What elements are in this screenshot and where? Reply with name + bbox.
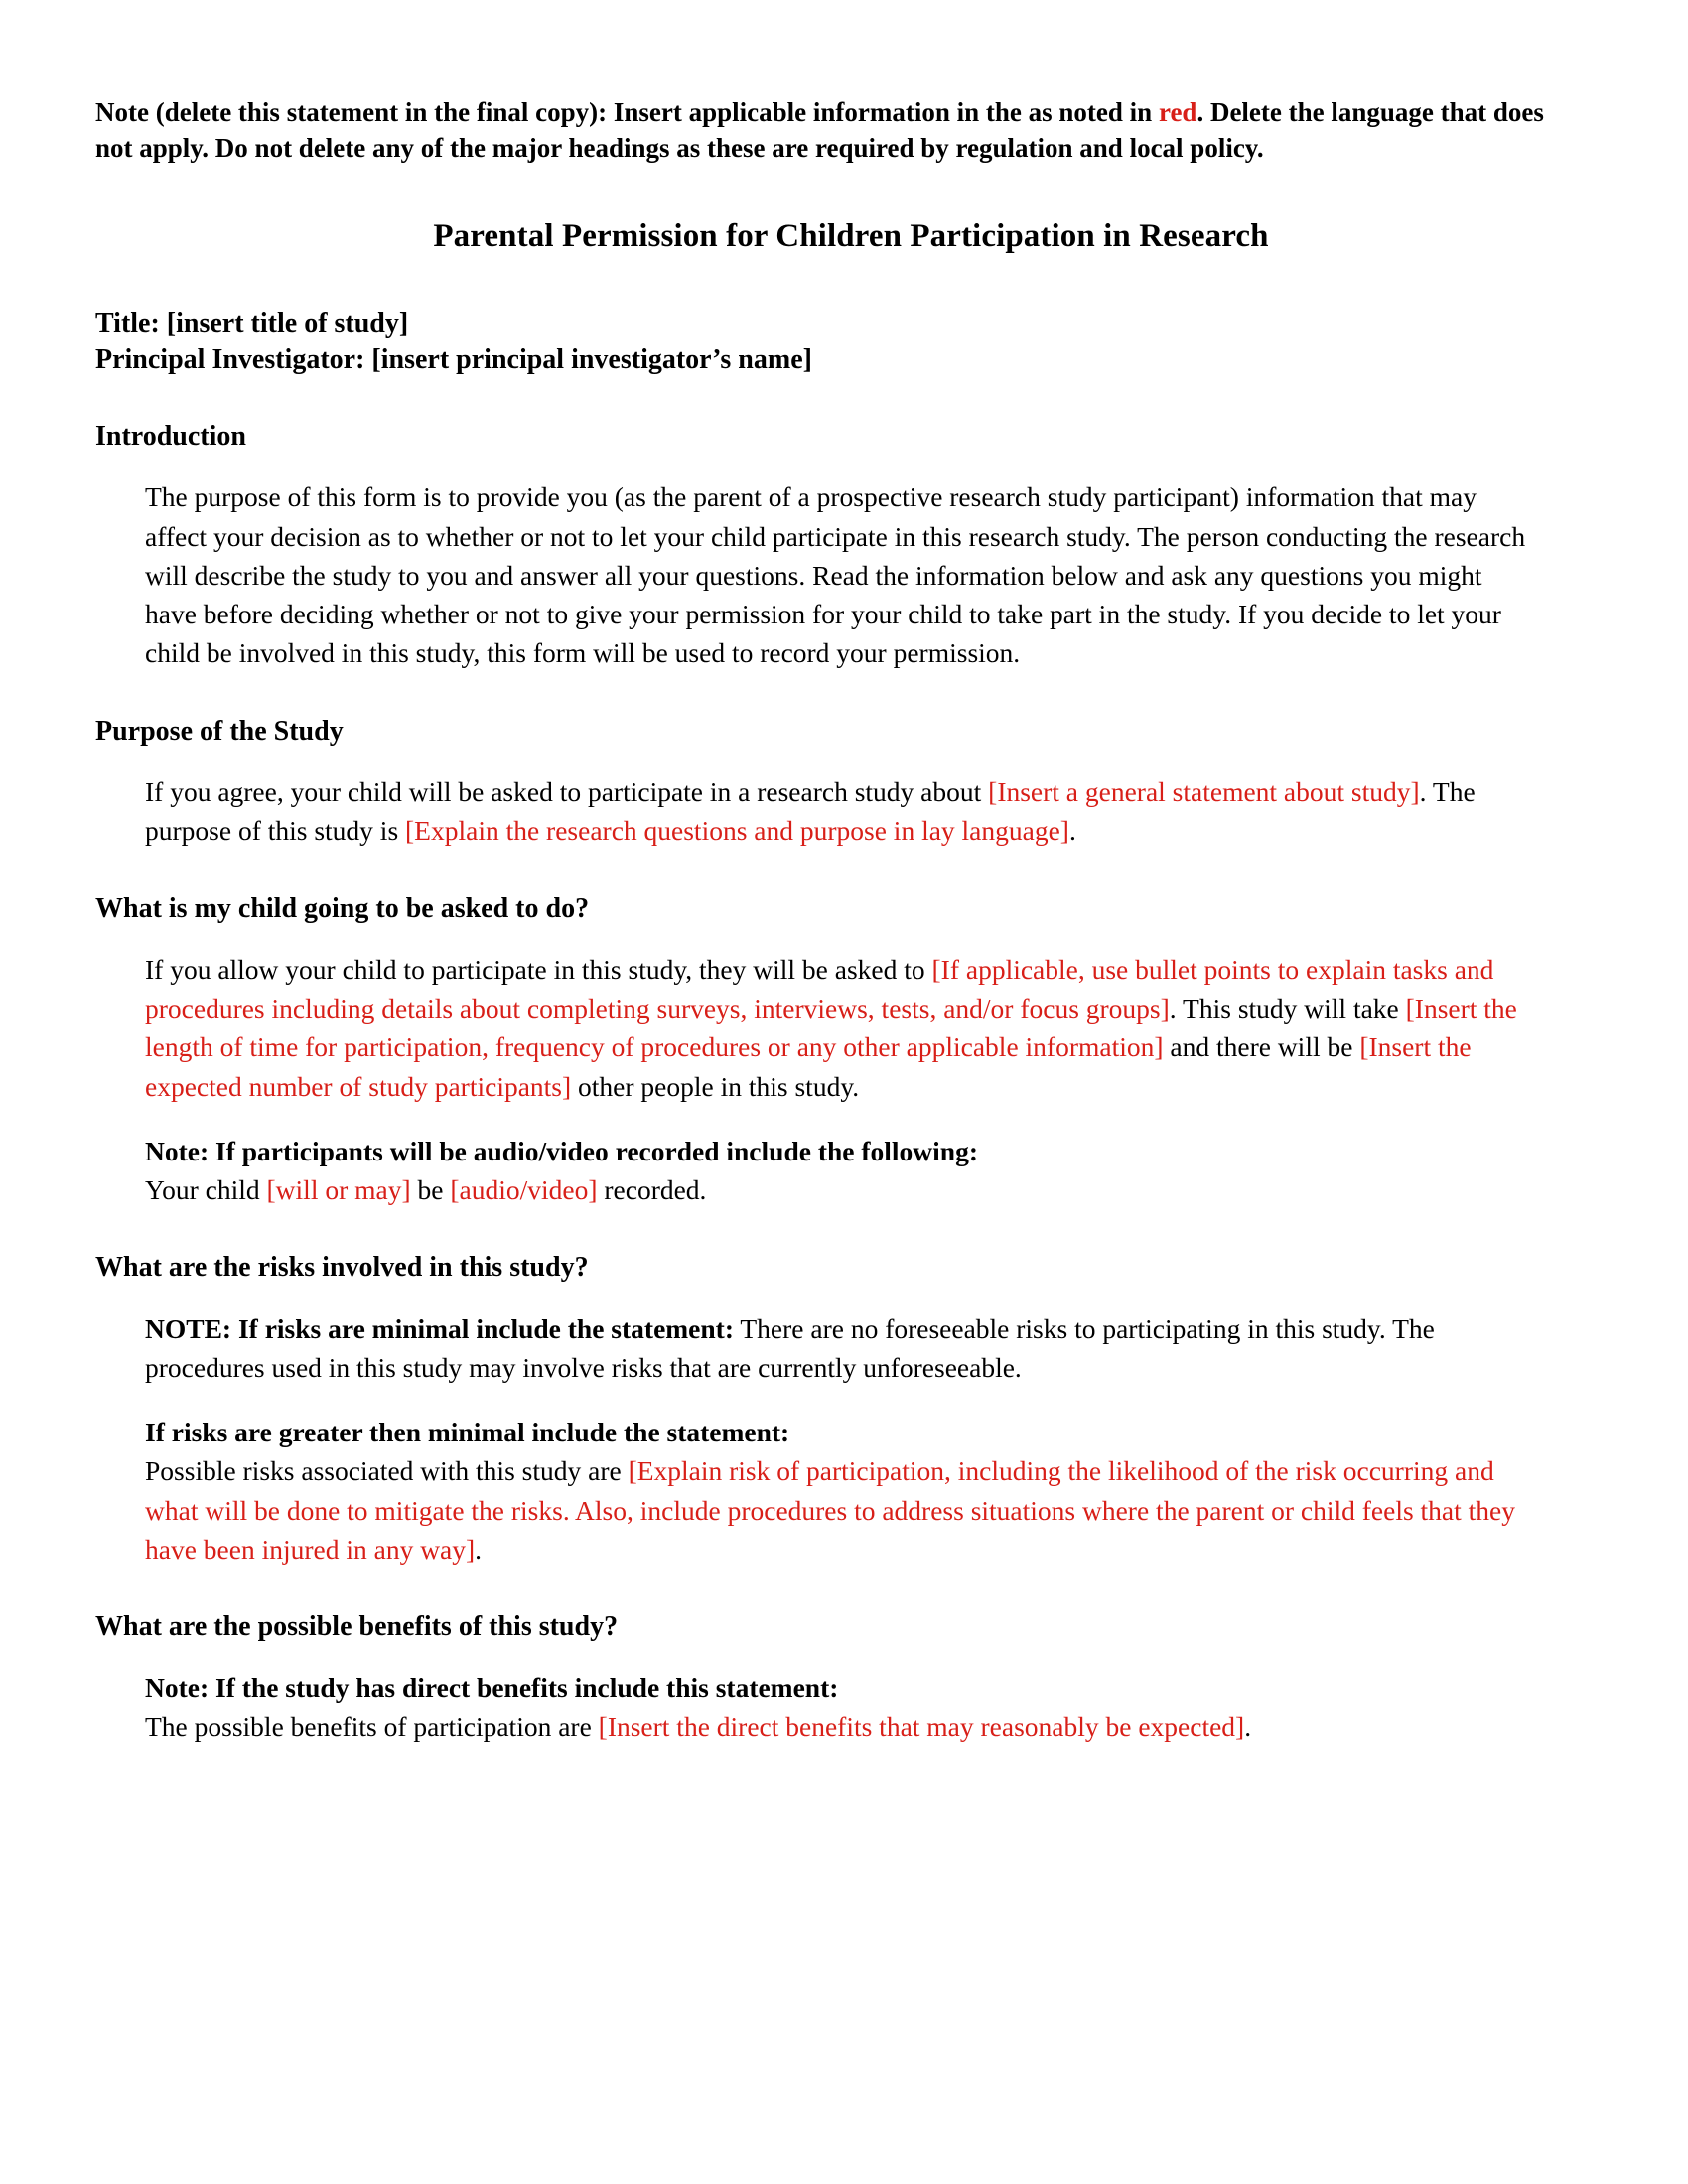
risks-greater-paragraph bbox=[95, 1413, 1607, 1569]
benefits-direct-paragraph bbox=[95, 1668, 1607, 1746]
risks-greater-text-1: Possible risks associated with this study are bbox=[145, 1455, 629, 1487]
document-body bbox=[95, 95, 1607, 1746]
recording-text-2: be bbox=[410, 1174, 451, 1206]
asked-placeholder-2: [Insert the length of time for participation, frequency of procedures or any other applicable information] bbox=[145, 992, 1517, 1063]
editor-note-red-word: red bbox=[1158, 97, 1197, 127]
purpose-paragraph bbox=[95, 772, 1607, 851]
risks-greater-text-2: . bbox=[475, 1534, 483, 1566]
principal-investigator-line: Principal Investigator: [insert principal investigator’s name] bbox=[95, 343, 812, 375]
recording-placeholder-1: [will or may] bbox=[266, 1174, 411, 1206]
asked-text-1: If you allow your child to participate in this study, they will be asked to bbox=[145, 953, 932, 985]
risks-minimal-lead: NOTE: If risks are minimal include the statement: bbox=[145, 1312, 734, 1344]
purpose-text-3: . bbox=[1068, 815, 1076, 847]
recording-note-body bbox=[145, 1170, 1533, 1209]
editor-note-suffix: . Delete the language that does not apply. Do not delete any of the major headings as these are required by regulation and local policy. bbox=[95, 97, 1544, 163]
asked-text-3: and there will be bbox=[1163, 1031, 1360, 1063]
asked-text-2: . This study will take bbox=[1169, 992, 1406, 1024]
page-title: Parental Permission for Children Participation in Research bbox=[433, 217, 1269, 254]
recording-note-block bbox=[95, 1132, 1607, 1210]
editor-note-prefix: Note (delete this statement in the final copy): Insert applicable information in the as noted in bbox=[95, 97, 1159, 127]
benefits-direct-lead: Note: If the study has direct benefits include this statement: bbox=[145, 1672, 839, 1704]
study-title-line: Title: [insert title of study] bbox=[95, 307, 409, 339]
section-heading-benefits: What are the possible benefits of this study? bbox=[95, 1611, 619, 1643]
recording-note-heading: Note: If participants will be audio/video recorded include the following: bbox=[145, 1135, 978, 1166]
section-heading-risks: What are the risks involved in this study? bbox=[95, 1252, 589, 1284]
purpose-text-1: If you agree, your child will be asked to participate in a research study about bbox=[145, 775, 989, 807]
recording-text-1: Your child bbox=[145, 1174, 267, 1206]
risks-greater-placeholder-1: [Explain risk of participation, including the likelihood of the risk occurring and what will be done to mitigate the risks. Also, include procedures to address situations where the parent or child feels that they have been injured in any way] bbox=[145, 1455, 1515, 1566]
study-meta bbox=[95, 305, 1607, 378]
section-heading-purpose: Purpose of the Study bbox=[95, 715, 344, 747]
asked-to-do-paragraph bbox=[95, 950, 1607, 1106]
section-heading-asked-to-do: What is my child going to be asked to do? bbox=[95, 892, 590, 924]
benefits-text-1: The possible benefits of participation are bbox=[145, 1710, 599, 1742]
purpose-placeholder-2: [Explain the research questions and purpose in lay language] bbox=[405, 815, 1069, 847]
recording-text-3: recorded. bbox=[597, 1174, 707, 1206]
editor-note bbox=[95, 95, 1607, 167]
asked-placeholder-3: [Insert the expected number of study participants] bbox=[145, 1031, 1472, 1102]
purpose-text-2: . The purpose of this study is bbox=[145, 775, 1476, 847]
benefits-text-2: . bbox=[1244, 1710, 1252, 1742]
asked-placeholder-1: [If applicable, use bullet points to explain tasks and procedures including details about completing surveys, interviews, tests, and/or focus groups] bbox=[145, 953, 1494, 1024]
section-heading-introduction: Introduction bbox=[95, 421, 246, 453]
benefits-direct-body bbox=[145, 1707, 1533, 1746]
risks-minimal-body: There are no foreseeable risks to participating in this study. The procedures used in this study may involve risks that are currently unforeseeable. bbox=[145, 1312, 1435, 1383]
recording-placeholder-2: [audio/video] bbox=[450, 1174, 598, 1206]
risks-greater-lead: If risks are greater then minimal include the statement: bbox=[145, 1417, 790, 1448]
risks-greater-body bbox=[145, 1451, 1533, 1569]
introduction-paragraph: The purpose of this form is to provide you (as the parent of a prospective research study participant) information that may affect your decision as to whether or not to let your child participate in this research study. The person conducting the research will describe the study to you and answer all your questions. Read the information below and ask any questions you might have before deciding whether or not to give your permission for your child to take part in the study. If you decide to let your child be involved in this study, this form will be used to record your permission. bbox=[145, 481, 1526, 669]
purpose-placeholder-1: [Insert a general statement about study] bbox=[988, 775, 1420, 807]
risks-minimal-paragraph bbox=[95, 1309, 1607, 1388]
benefits-placeholder-1: [Insert the direct benefits that may reasonably be expected] bbox=[598, 1710, 1245, 1742]
asked-text-4: other people in this study. bbox=[571, 1070, 860, 1102]
